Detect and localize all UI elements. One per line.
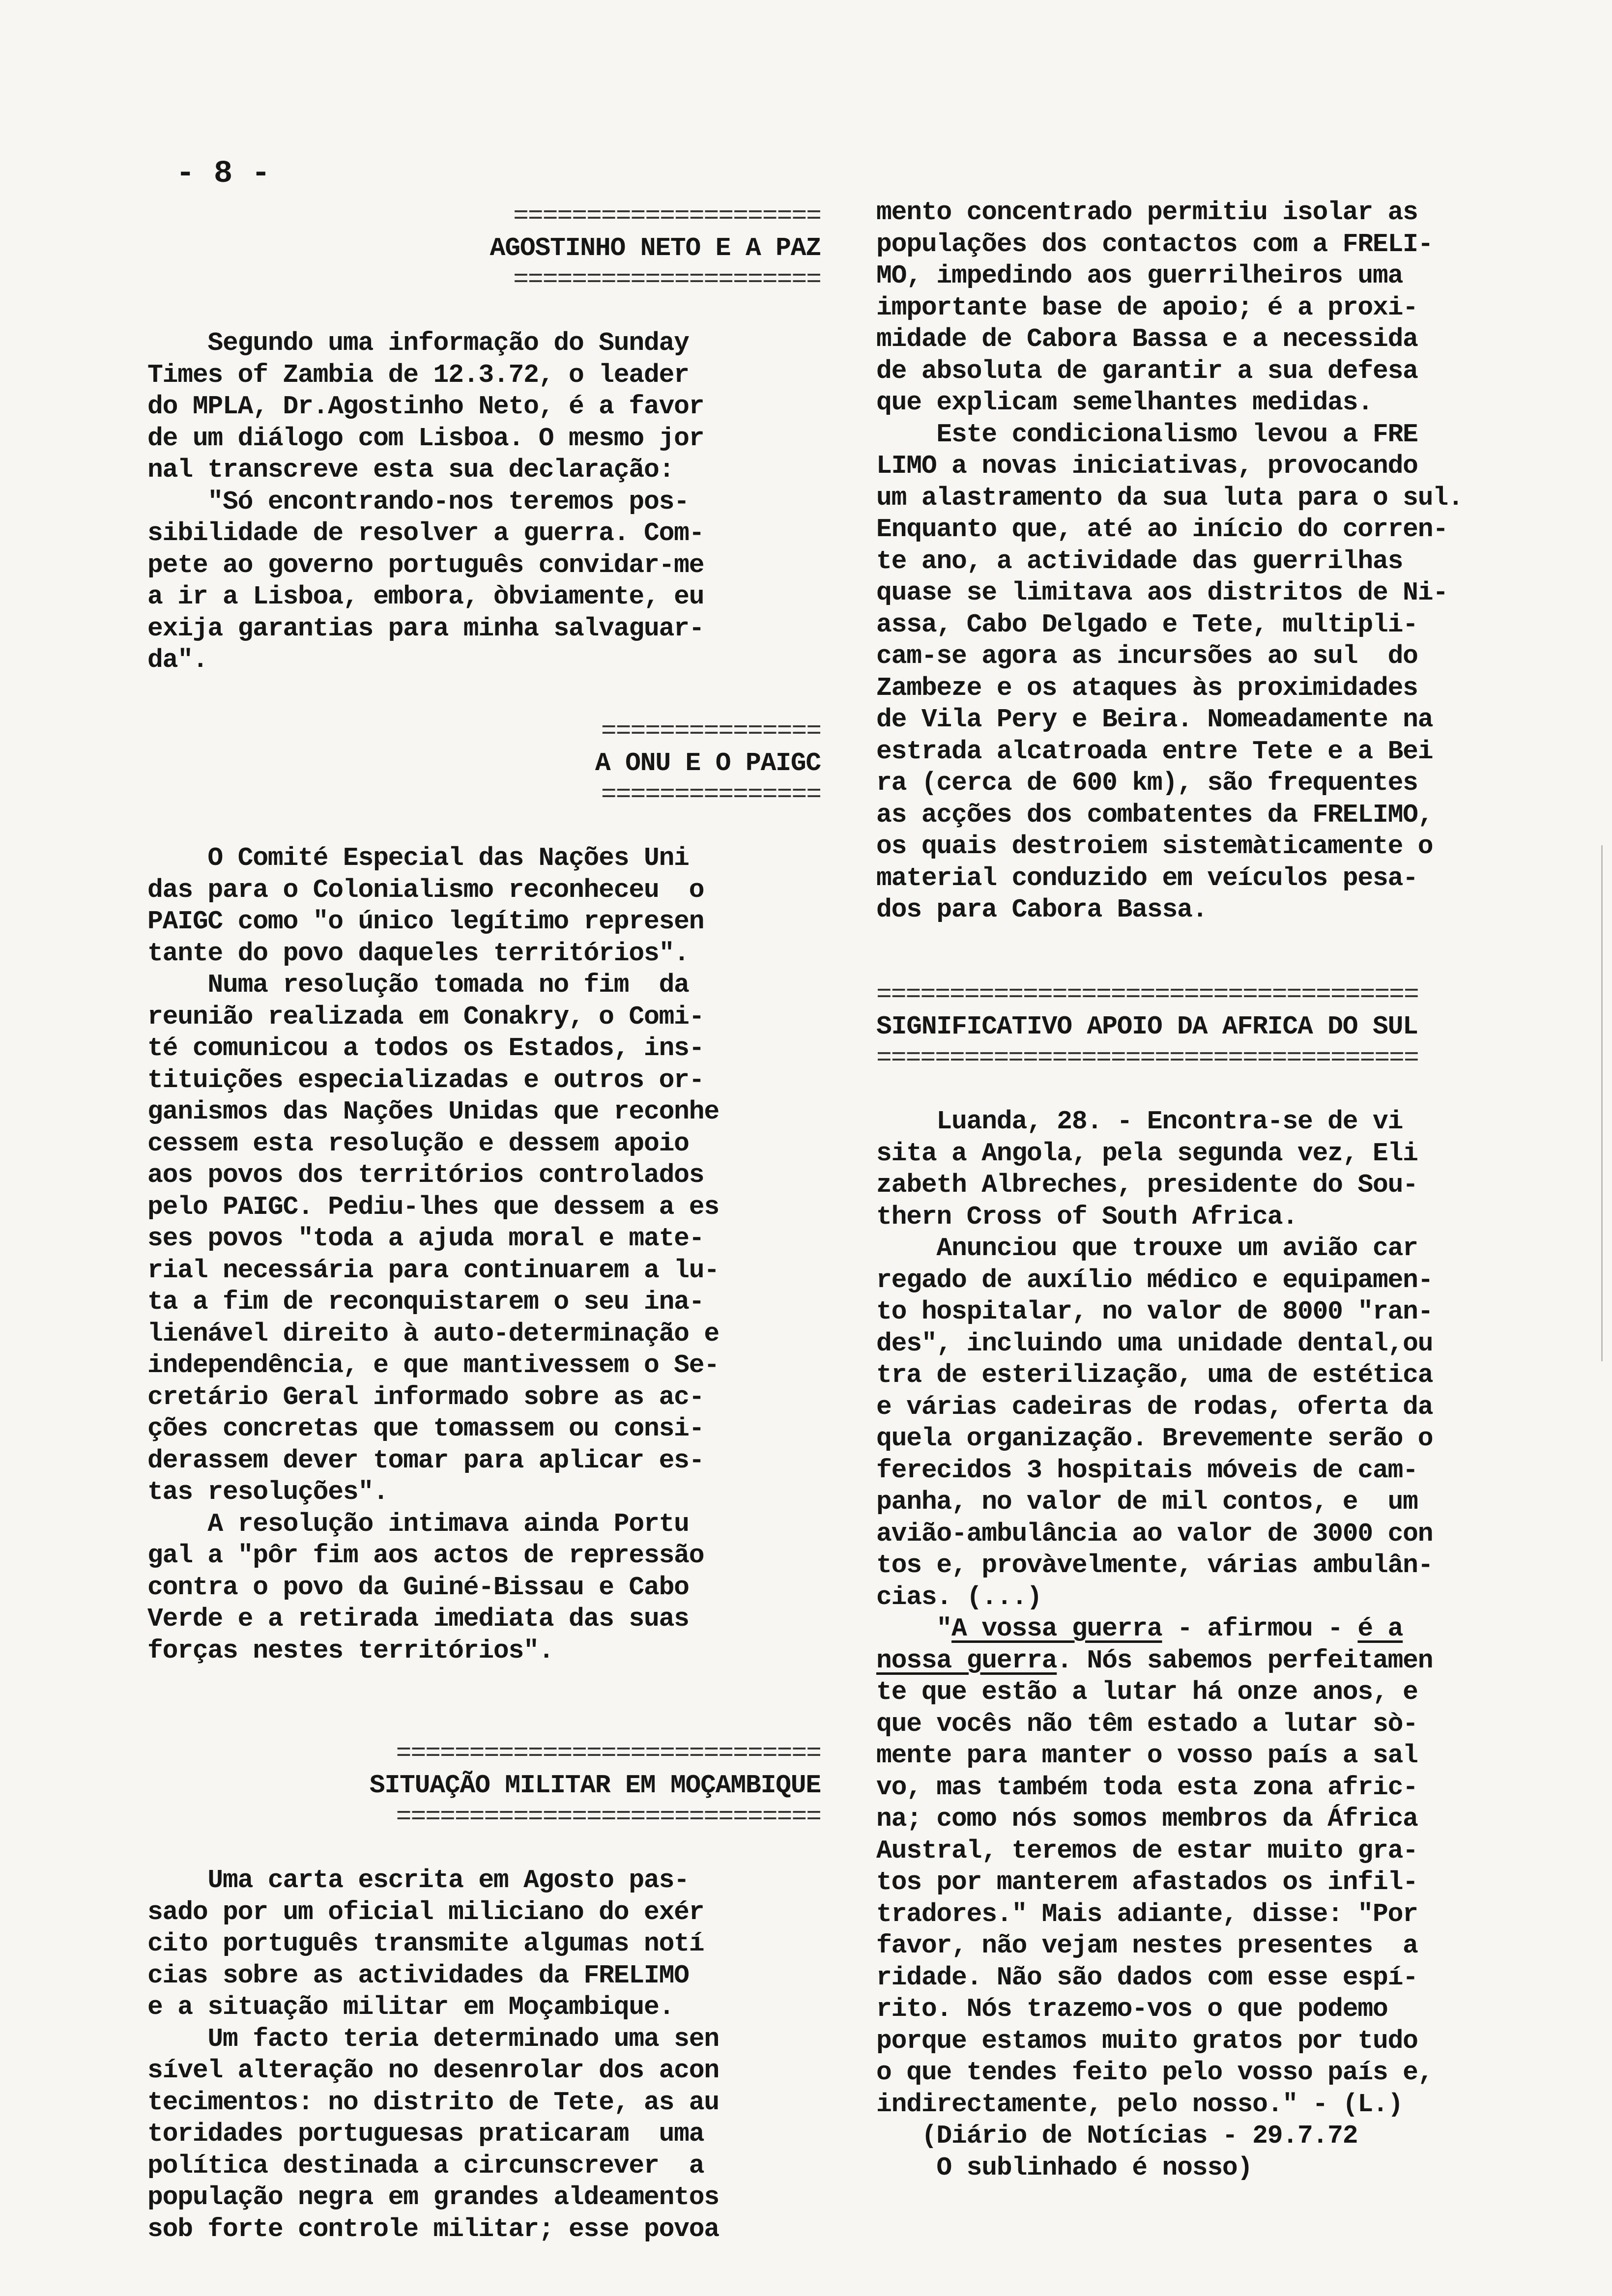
text-line: LIMO a novas iniciativas, provocando bbox=[876, 451, 1418, 481]
section-title-agostinho-neto: AGOSTINHO NETO E A PAZ bbox=[489, 233, 821, 263]
text-line: nal transcreve esta sua declaração: bbox=[147, 455, 674, 485]
text-line: sibilidade de resolver a guerra. Com- bbox=[147, 518, 704, 548]
section-body-onu-paigc bbox=[147, 842, 821, 1666]
text-line: zabeth Albreches, presidente do Sou- bbox=[876, 1170, 1418, 1200]
text-line: te ano, a actividade das guerrilhas bbox=[876, 546, 1403, 576]
text-line: té comunicou a todos os Estados, ins- bbox=[147, 1033, 704, 1063]
text-line: Zambeze e os ataques às proximidades bbox=[876, 673, 1418, 703]
text-line: exija garantias para minha salvaguar- bbox=[147, 613, 704, 643]
text-line: sado por um oficial miliciano do exér bbox=[147, 1897, 704, 1927]
text-line: rito. Nós trazemo-vos o que podemo bbox=[876, 1994, 1388, 2024]
text-line: e várias cadeiras de rodas, oferta da bbox=[876, 1392, 1433, 1422]
text-line: cam-se agora as incursões ao sul do bbox=[876, 641, 1418, 671]
text-line: tra de esterilização, uma de estética bbox=[876, 1360, 1433, 1390]
quote-line: nossa guerra. Nós sabemos perfeitamen bbox=[876, 1645, 1433, 1675]
text-line: tos por manterem afastados os infil- bbox=[876, 1867, 1418, 1897]
text-line: ridade. Não são dados com esse espí- bbox=[876, 1962, 1418, 1992]
text-line: a ir a Lisboa, embora, òbviamente, eu bbox=[147, 582, 704, 611]
section-rule: ===================================== bbox=[876, 980, 1418, 1009]
text-line: toridades portuguesas praticaram uma bbox=[147, 2119, 704, 2149]
text-line: Numa resolução tomada no fim da bbox=[147, 970, 689, 1000]
text-line: to hospitalar, no valor de 8000 "ran- bbox=[876, 1297, 1433, 1326]
text-line: ferecidos 3 hospitais móveis de cam- bbox=[876, 1455, 1418, 1485]
text-line: do MPLA, Dr.Agostinho Neto, é a favor bbox=[147, 392, 704, 421]
text-line: os quais destroiem sistemàticamente o bbox=[876, 832, 1433, 861]
text-line: ra (cerca de 600 km), são frequentes bbox=[876, 768, 1418, 798]
text-line: aos povos dos territórios controlados bbox=[147, 1160, 704, 1190]
text-line: tradores." Mais adiante, disse: "Por bbox=[876, 1899, 1418, 1929]
text-line: Verde e a retirada imediata das suas bbox=[147, 1604, 689, 1634]
text-line: dos para Cabora Bassa. bbox=[876, 895, 1208, 924]
text-line: cito português transmite algumas notí bbox=[147, 1929, 704, 1958]
text-line: de um diálogo com Lisboa. O mesmo jor bbox=[147, 423, 704, 453]
underlined-phrase: A vossa guerra bbox=[951, 1614, 1162, 1643]
text-line: contra o povo da Guiné-Bissau e Cabo bbox=[147, 1572, 689, 1602]
text-line: ses povos "toda a ajuda moral e mate- bbox=[147, 1224, 704, 1253]
text-line: Enquanto que, até ao início do corren- bbox=[876, 515, 1448, 544]
text-line: pelo PAIGC. Pediu-lhes que dessem a es bbox=[147, 1192, 719, 1222]
text-line: A resolução intimava ainda Portu bbox=[147, 1509, 689, 1539]
text-line: MO, impedindo aos guerrilheiros uma bbox=[876, 261, 1403, 290]
text-line: população negra em grandes aldeamentos bbox=[147, 2182, 719, 2212]
section-body-situacao-militar bbox=[147, 1865, 821, 2245]
text-line: te que estão a lutar há onze anos, e bbox=[876, 1677, 1418, 1707]
text-line: forças nestes territórios". bbox=[147, 1636, 554, 1665]
text-line: material conduzido em veículos pesa- bbox=[876, 863, 1418, 893]
text-line: vo, mas também toda esta zona afric- bbox=[876, 1772, 1418, 1802]
text-line: lienável direito à auto-determinação e bbox=[147, 1319, 719, 1349]
text-line: cias sobre as actividades da FRELIMO bbox=[147, 1960, 689, 1990]
section-title-situacao-militar: SITUAÇÃO MILITAR EM MOÇAMBIQUE bbox=[369, 1770, 821, 1800]
source-citation: (Diário de Notícias - 29.7.72 bbox=[876, 2121, 1358, 2151]
text-line: um alastramento da sua luta para o sul. bbox=[876, 483, 1463, 513]
underlined-phrase: é a bbox=[1357, 1614, 1403, 1643]
section-rule: ============================= bbox=[396, 1802, 821, 1832]
text-line: avião-ambulância ao valor de 3000 con bbox=[876, 1519, 1433, 1549]
section-rule: ===================================== bbox=[876, 1043, 1418, 1073]
quote-line: "A vossa guerra - afirmou - é a bbox=[876, 1614, 1403, 1643]
text-line: Anunciou que trouxe um avião car bbox=[876, 1234, 1418, 1263]
text-line: que vocês não têm estado a lutar sò- bbox=[876, 1709, 1418, 1739]
text-line: Segundo uma informação do Sunday bbox=[147, 328, 689, 358]
text-line: gal a "pôr fim aos actos de repressão bbox=[147, 1541, 704, 1570]
text-line: indirectamente, pelo nosso." - (L.) bbox=[876, 2089, 1403, 2119]
text-line: tas resoluções". bbox=[147, 1477, 388, 1507]
text-line: mento concentrado permitiu isolar as bbox=[876, 198, 1418, 227]
section-rule: ===================== bbox=[513, 201, 821, 231]
section-title-apoio-africa-do-sul: SIGNIFICATIVO APOIO DA AFRICA DO SUL bbox=[876, 1011, 1418, 1041]
text-line: da". bbox=[147, 645, 208, 675]
text-line: tecimentos: no distrito de Tete, as au bbox=[147, 2087, 719, 2117]
section-rule: ============================= bbox=[396, 1739, 821, 1768]
text-line: favor, não vejam nestes presentes a bbox=[876, 1931, 1418, 1960]
text-line: panha, no valor de mil contos, e um bbox=[876, 1487, 1418, 1517]
text-line: Este condicionalismo levou a FRE bbox=[876, 419, 1418, 449]
text-line: das para o Colonialismo reconheceu o bbox=[147, 875, 704, 905]
text-line: política destinada a circunscrever a bbox=[147, 2151, 704, 2181]
text-line: ta a fim de reconquistarem o seu ina- bbox=[147, 1287, 704, 1317]
text-line: Luanda, 28. - Encontra-se de vi bbox=[876, 1107, 1403, 1136]
text-line: populações dos contactos com a FRELI- bbox=[876, 229, 1433, 259]
text-line: o que tendes feito pelo vosso país e, bbox=[876, 2058, 1433, 2087]
section-body-apoio-africa-do-sul bbox=[876, 1106, 1550, 2183]
text-line: estrada alcatroada entre Tete e a Bei bbox=[876, 736, 1433, 766]
text-line: porque estamos muito gratos por tudo bbox=[876, 2026, 1418, 2056]
text-line: assa, Cabo Delgado e Tete, multipli- bbox=[876, 609, 1418, 639]
text-line: des", incluindo uma unidade dental,ou bbox=[876, 1328, 1433, 1358]
editorial-note: O sublinhado é nosso) bbox=[876, 2152, 1253, 2182]
text-line: pete ao governo português convidar-me bbox=[147, 550, 704, 580]
text-line: quela organização. Brevemente serão o bbox=[876, 1424, 1433, 1453]
page-number: - 8 - bbox=[176, 156, 271, 192]
text-line: sob forte controle militar; esse povoa bbox=[147, 2214, 719, 2244]
text-line: tituições especializadas e outros or- bbox=[147, 1065, 704, 1095]
text-line: cessem esta resolução e dessem apoio bbox=[147, 1128, 689, 1158]
text-line: as acções dos combatentes da FRELIMO, bbox=[876, 800, 1433, 830]
text-line: e a situação militar em Moçambique. bbox=[147, 1992, 674, 2022]
text-line: PAIGC como "o único legítimo represen bbox=[147, 907, 704, 936]
section-title-onu-paigc: A ONU E O PAIGC bbox=[595, 748, 821, 778]
text-line: importante base de apoio; é a proxi- bbox=[876, 292, 1418, 322]
text-line: ganismos das Nações Unidas que reconhe bbox=[147, 1097, 719, 1126]
section-rule: ===================== bbox=[513, 265, 821, 294]
text-line: Uma carta escrita em Agosto pas- bbox=[147, 1866, 689, 1895]
continuation-text bbox=[876, 197, 1550, 926]
text-line: tos e, provàvelmente, várias ambulân- bbox=[876, 1550, 1433, 1580]
text-line: cretário Geral informado sobre as ac- bbox=[147, 1382, 704, 1412]
text-line: mente para manter o vosso país a sal bbox=[876, 1741, 1418, 1770]
text-line: de Vila Pery e Beira. Nomeadamente na bbox=[876, 705, 1433, 734]
text-line: derassem dever tomar para aplicar es- bbox=[147, 1445, 704, 1475]
text-line: Um facto teria determinado uma sen bbox=[147, 2024, 719, 2054]
text-line: rial necessária para continuarem a lu- bbox=[147, 1255, 719, 1285]
text-line: Times of Zambia de 12.3.72, o leader bbox=[147, 360, 689, 390]
section-body-agostinho-neto bbox=[147, 327, 821, 676]
text-line: de absoluta de garantir a sua defesa bbox=[876, 356, 1418, 386]
text-line: na; como nós somos membros da África bbox=[876, 1804, 1418, 1834]
text-line: O Comité Especial das Nações Uni bbox=[147, 843, 689, 873]
text-line: ções concretas que tomassem ou consi- bbox=[147, 1414, 704, 1443]
text-line: regado de auxílio médico e equipamen- bbox=[876, 1265, 1433, 1295]
text-line: sível alteração no desenrolar dos acon bbox=[147, 2056, 719, 2085]
section-rule: =============== bbox=[601, 717, 821, 746]
text-line: Austral, teremos de estar muito gra- bbox=[876, 1836, 1418, 1866]
text-line: "Só encontrando-nos teremos pos- bbox=[147, 487, 689, 517]
text-line: thern Cross of South Africa. bbox=[876, 1202, 1297, 1232]
text-line: cias. (...) bbox=[876, 1582, 1042, 1612]
text-line: midade de Cabora Bassa e a necessida bbox=[876, 324, 1418, 354]
text-line: quase se limitava aos distritos de Ni- bbox=[876, 578, 1448, 607]
section-rule: =============== bbox=[601, 780, 821, 809]
text-line: que explicam semelhantes medidas. bbox=[876, 388, 1373, 417]
text-line: independência, e que mantivessem o Se- bbox=[147, 1350, 719, 1380]
underlined-phrase: nossa guerra bbox=[876, 1645, 1057, 1675]
text-line: sita a Angola, pela segunda vez, Eli bbox=[876, 1138, 1418, 1168]
text-line: reunião realizada em Conakry, o Comi- bbox=[147, 1002, 704, 1032]
text-line: tante do povo daqueles territórios". bbox=[147, 938, 689, 968]
scan-edge-mark bbox=[1601, 845, 1603, 1361]
